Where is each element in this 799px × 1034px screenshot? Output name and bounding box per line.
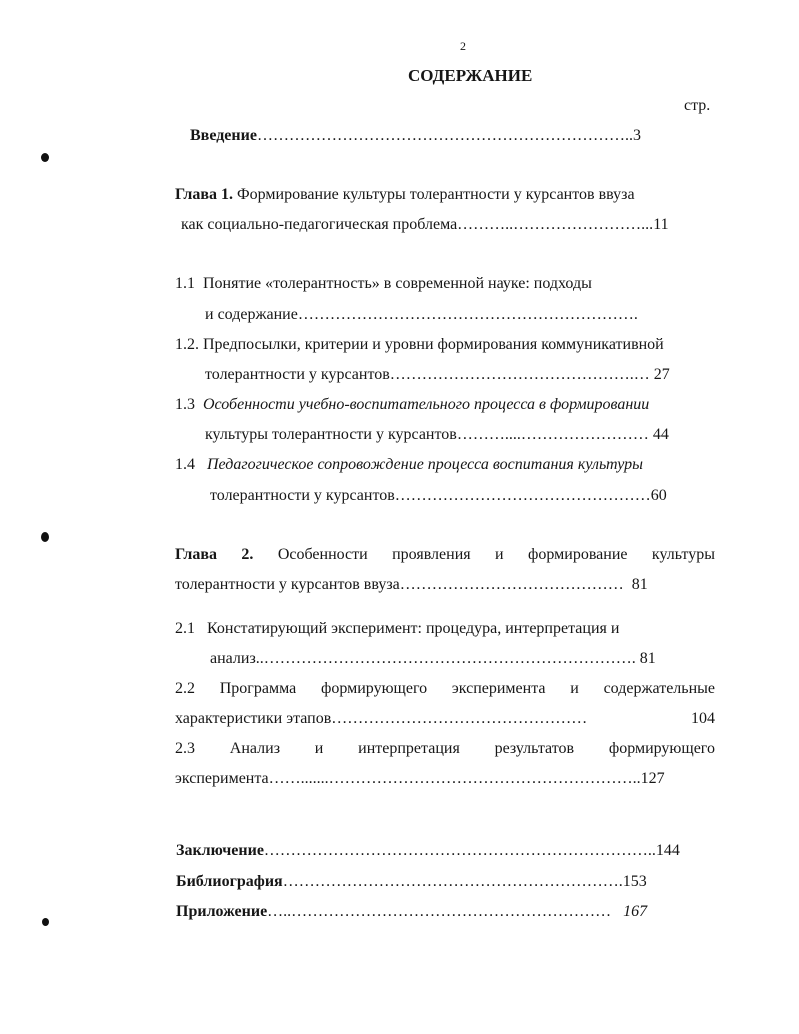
chapter-word: проявления	[392, 546, 471, 563]
chapter-title-line2: как социально-педагогическая проблема………..……………………...	[181, 216, 654, 233]
toc-leader-dots: …..……………………………………………………	[267, 903, 616, 920]
toc-leader-dots: ………………………………………………………………..	[263, 842, 656, 859]
toc-section-2-3-line2	[175, 771, 665, 787]
toc-entry-label: Библиография	[176, 873, 283, 890]
toc-page-number: 27	[653, 366, 670, 383]
toc-page-number: 81	[639, 650, 656, 667]
section-number: 2.2	[175, 680, 195, 697]
page-title: СОДЕРЖАНИЕ	[408, 66, 533, 85]
section-number: 2.3	[175, 740, 195, 757]
section-word: Программа	[219, 680, 297, 697]
toc-page-number: 60	[650, 487, 667, 504]
section-title-line2: и содержание……………………………………………………….	[205, 306, 638, 323]
toc-section-1-1-line2	[205, 307, 638, 323]
toc-page-number: 144	[655, 842, 680, 859]
toc-page-number: 104	[691, 710, 715, 727]
chapter-word: 2.	[241, 546, 254, 563]
binding-hole-bottom	[42, 918, 49, 926]
toc-section-1-3	[175, 397, 649, 413]
binding-hole-top	[41, 153, 49, 162]
toc-section-2-3	[175, 741, 715, 757]
section-title-line2: анализ..…………………………………………………………….	[210, 650, 636, 667]
section-title-line2: характеристики этапов…………………………………………	[175, 710, 588, 727]
section-number: 2.1	[175, 620, 195, 637]
toc-chapter-1-title	[175, 187, 635, 203]
toc-section-1-2-line2	[205, 367, 670, 383]
section-title-line2: культуры толерантности у курсантов………....……………………	[205, 426, 649, 443]
toc-section-1-3-line2	[205, 427, 669, 443]
section-title-line1: Предпосылки, критерии и уровни формирования коммуникативной	[203, 336, 664, 353]
section-title-line1: Педагогическое сопровождение процесса воспитания культуры	[207, 456, 643, 473]
toc-section-2-1	[175, 621, 619, 637]
section-word: Анализ	[229, 740, 281, 757]
toc-leader-dots: ……………………………………………………………..	[256, 127, 633, 144]
toc-section-2-2-line2	[175, 711, 715, 727]
toc-page-number: 44	[652, 426, 669, 443]
section-word: формирующего	[608, 740, 715, 757]
section-title-line1: Понятие «толерантность» в современной науке: подходы	[203, 275, 592, 292]
section-word: и	[570, 680, 579, 697]
chapter-word: Особенности	[277, 546, 368, 563]
toc-entry-label: Приложение	[176, 903, 268, 920]
section-word: формирующего	[320, 680, 428, 697]
section-word: результатов	[494, 740, 575, 757]
toc-entry-introduction	[190, 128, 641, 144]
chapter-word: и	[495, 546, 504, 563]
section-word: содержательные	[603, 680, 715, 697]
toc-entry-appendix	[176, 904, 647, 920]
toc-page-number: 153	[622, 873, 647, 890]
page-column-label: стр.	[684, 97, 711, 114]
toc-entry-bibliography	[176, 874, 647, 890]
binding-hole-middle	[41, 532, 49, 542]
toc-entry-conclusion	[176, 843, 680, 859]
page-number: 2	[460, 39, 466, 53]
toc-entry-label: Введение	[190, 127, 257, 144]
chapter-word: Глава	[175, 546, 217, 563]
chapter-title-line1: Формирование культуры толерантности у курсантов ввуза	[237, 186, 635, 203]
toc-leader-dots: ……………………………………………………….	[282, 873, 623, 890]
toc-chapter-2-title	[175, 547, 715, 563]
toc-page-number: 127	[640, 770, 665, 787]
section-word: эксперимента	[451, 680, 546, 697]
section-word: и	[314, 740, 324, 757]
section-title-line1: Констатирующий эксперимент: процедура, интерпретация и	[207, 620, 620, 637]
toc-section-2-1-line2	[210, 651, 656, 667]
section-title-line2: толерантности у курсантов…………………………………………	[210, 487, 651, 504]
section-number: 1.3	[175, 396, 195, 413]
toc-chapter-1-line2	[181, 217, 669, 233]
section-number: 1.1	[175, 275, 195, 292]
section-number: 1.2.	[175, 336, 199, 353]
section-word: интерпретация	[358, 740, 460, 757]
section-number: 1.4	[175, 456, 195, 473]
section-title-line2: толерантности у курсантов……………………………………….…	[205, 366, 650, 383]
chapter-word: культуры	[651, 546, 715, 563]
section-title-line1: Особенности учебно-воспитательного процесса в формировании	[203, 396, 650, 413]
toc-section-2-2	[175, 681, 715, 697]
toc-page-number: 81	[631, 576, 648, 593]
chapter-prefix: Глава 1.	[175, 186, 233, 203]
toc-section-1-4	[175, 457, 643, 473]
toc-section-1-1	[175, 276, 592, 292]
toc-page-number: 11	[653, 216, 669, 233]
section-title-line2: эксперимента…….......…………………………………………………..	[175, 770, 641, 787]
toc-page-number: 3	[632, 127, 641, 144]
toc-entry-label: Заключение	[176, 842, 264, 859]
toc-page-number: 167	[623, 903, 648, 920]
toc-section-1-2	[175, 337, 664, 353]
toc-chapter-2-line2	[175, 577, 648, 593]
toc-section-1-4-line2	[210, 488, 667, 504]
chapter-word: формирование	[528, 546, 628, 563]
chapter-title-line2: толерантности у курсантов ввуза……………………………………	[175, 576, 624, 593]
